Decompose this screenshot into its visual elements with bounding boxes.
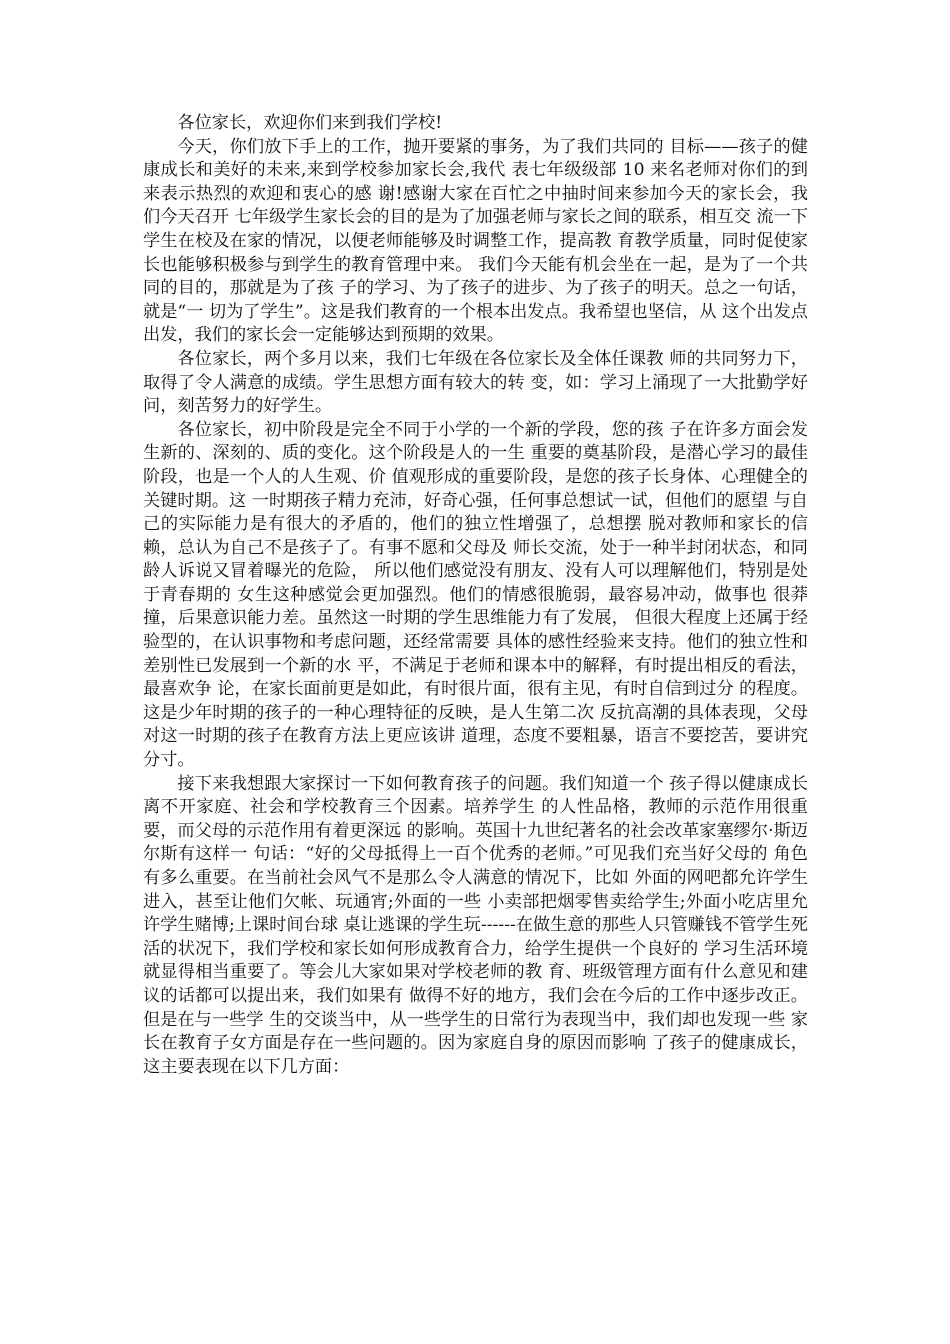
paragraph-achievements: 各位家长，两个多月以来，我们七年级在各位家长及全体任课教 师的共同努力下，取得了令人满意的成绩。学生思想方面有较大的转 变，如：学习上涌现了一大批勤学好问，刻苦努力的好学生。 (143, 348, 808, 417)
paragraph-greeting: 各位家长，欢迎你们来到我们学校! (177, 113, 443, 133)
paragraph-junior-high-stage: 各位家长，初中阶段是完全不同于小学的一个新的学段，您的孩 子在许多方面会发生新的、深刻的、质的变化。这个阶段是人的一生 重要的奠基阶段，是潜心学习的最佳阶段，也是一个人的人生观、价 值观形成的重要阶段，是您的孩子长身体、心理健全的关键时期。这 一时期孩子精力充沛，好奇心强，任何事总想试一试，但他们的愿望 与自己的实际能力是有很大的矛盾的，他们的独立性增强了，总想摆 脱对教师和家长的信赖，总认为自己不是孩子了。有事不愿和父母及 师长交流，处于一种半封闭状态，和同龄人诉说又冒着曝光的危险， 所以他们感觉没有朋友、没有人可以理解他们，特别是处于青春期的 女生这种感觉会更加强烈。他们的情感很脆弱，最容易冲动，做事也 很莽撞，后果意识能力差。虽然这一时期的学生思维能力有了发展， 但很大程度上还属于经验型的，在认识事物和考虑问题，还经常需要 具体的感性经验来支持。他们的独立性和差别性已发展到一个新的水 平，不满足于老师和课本中的解释，有时提出相反的看法，最喜欢争 论，在家长面前更是如此，有时很片面，很有主见，有时自信到过分 的程度。这是少年时期的孩子的一种心理特征的反映，是人生第二次 反抗高潮的具体表现，父母对这一时期的孩子在教育方法上更应该讲 道理，态度不要粗暴，语言不要挖苦，要讲究分寸。 (143, 419, 808, 771)
document-body (143, 112, 808, 1079)
paragraph-welcome: 今天，你们放下手上的工作，抛开要紧的事务，为了我们共同的 目标——孩子的健康成长和美好的未来,来到学校参加家长会,我代 表七年级级部 10 来名老师对你们的到来表示热烈的欢迎和衷心的感 谢!感谢大家在百忙之中抽时间来参加今天的家长会，我们今天召开 七年级学生家长会的目的是为了加强老师与家长之间的联系，相互交 流一下学生在校及在家的情况，以便老师能够及时调整工作，提高教 育教学质量，同时促使家长也能够积极参与到学生的教育管理中来。 我们今天能有机会坐在一起，是为了一个共同的目的，那就是为了孩 子的学习、为了孩子的进步、为了孩子的明天。总之一句话，就是“一 切为了学生”。这是我们教育的一个根本出发点。我希望也坚信，从 这个出发点出发，我们的家长会一定能够达到预期的效果。 (143, 136, 808, 346)
paragraph-educating-children: 接下来我想跟大家探讨一下如何教育孩子的问题。我们知道一个 孩子得以健康成长离不开家庭、社会和学校教育三个因素。培养学生 的人性品格，教师的示范作用很重要，而父母的示范作用有着更深远 的影响。英国十九世纪著名的社会改革家塞缪尔·斯迈尔斯有这样一 句话：“好的父母抵得上一百个优秀的老师。”可见我们充当好父母的 角色有多么重要。在当前社会风气不是那么令人满意的情况下，比如 外面的网吧都允许学生进入，甚至让他们欠帐、玩通宵;外面的一些 小卖部把烟零售卖给学生;外面小吃店里允许学生赌博;上课时间台球 桌让逃课的学生玩------在做生意的那些人只管赚钱不管学生死活的状况下，我们学校和家长如何形成教育合力，给学生提供一个良好的 学习生活环境就显得相当重要了。等会儿大家如果对学校老师的教 育、班级管理方面有什么意见和建议的话都可以提出来，我们如果有 做得不好的地方，我们会在今后的工作中逐步改正。但是在与一些学 生的交谈当中，从一些学生的日常行为表现当中，我们却也发现一些 家长在教育子女方面是存在一些问题的。因为家庭自身的原因而影响 了孩子的健康成长，这主要表现在以下几方面： (143, 773, 808, 1077)
